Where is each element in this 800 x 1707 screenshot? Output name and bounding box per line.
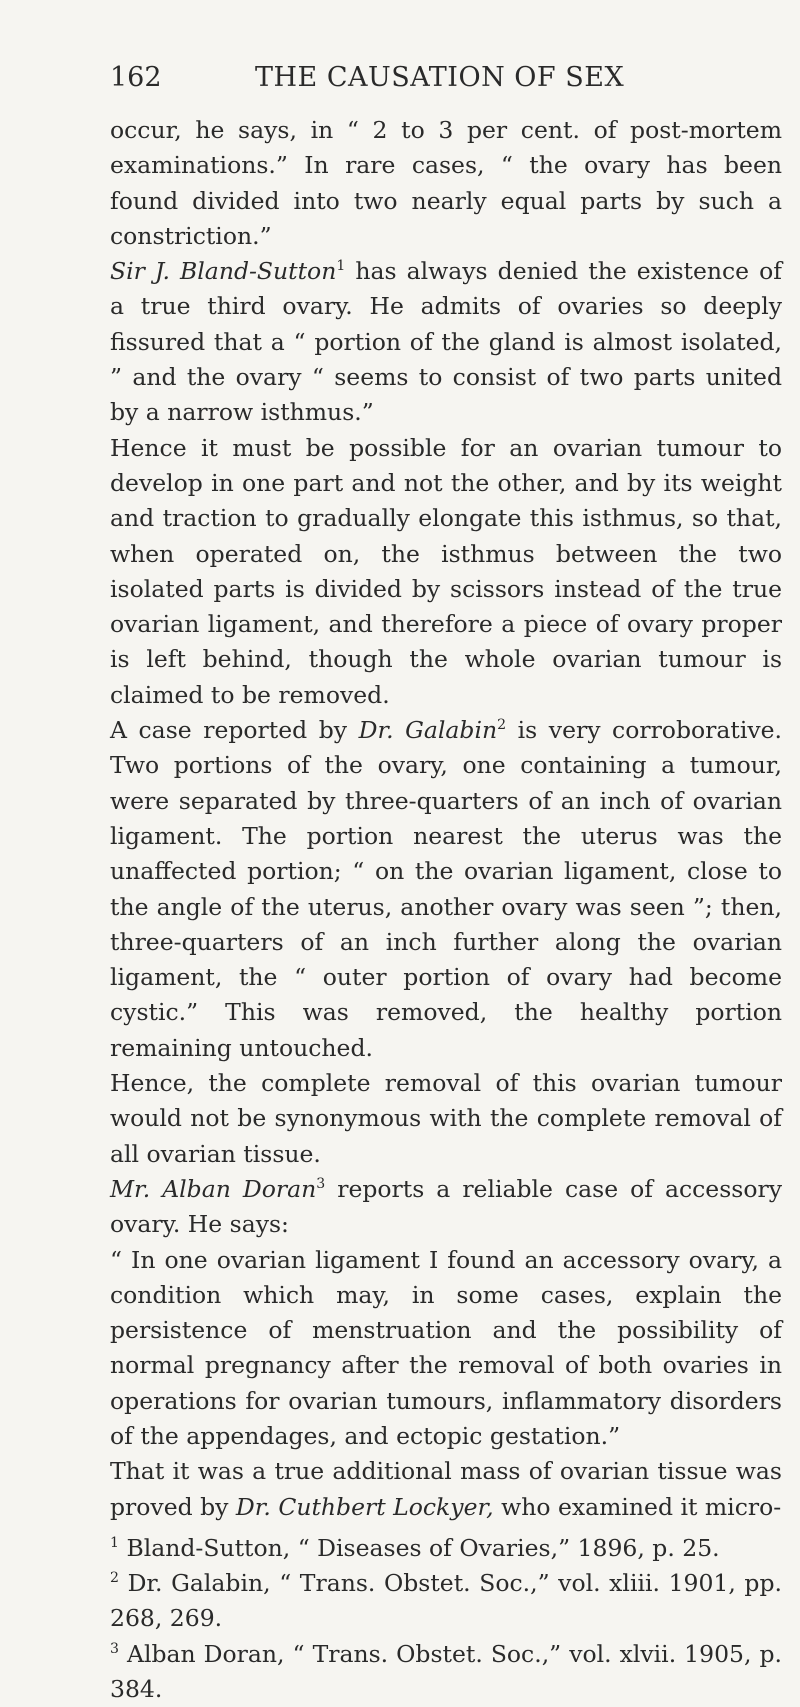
paragraph-5: Hence, the complete removal of this ovarian tumour would not be synonymous with the complete removal of all ovarian tissue. (110, 1069, 782, 1168)
block-quote: “ In one ovarian ligament I found an accessory ovary, a condition which may, in some cases, explain the persistence of menstruation and the possibility of normal pregnancy after the removal of both ovaries in operations for ovarian tumours, inflammatory disorders of the appendages, and ectopic gestation.” (110, 1245, 782, 1450)
footnote-ref-3: 3 (316, 1176, 326, 1193)
footnote-1 (110, 1531, 782, 1566)
footnote-2-number: 2 (110, 1570, 119, 1587)
page-number: 162 (110, 62, 162, 93)
footnotes (110, 1531, 782, 1707)
footnote-3-number: 3 (110, 1640, 119, 1657)
footnote-ref-2: 2 (497, 717, 507, 734)
author-doran: Mr. Alban Doran (110, 1174, 317, 1203)
paragraph-6-text: reports a reliable case of accessory ovary. He says: (110, 1174, 782, 1239)
paragraph-1: occur, he says, in “ 2 to 3 per cent. of post-mortem examinations.” In rare cases, “ the ovary has been found divided into two nearly equal parts by such a constriction.” (110, 116, 782, 250)
paragraph-4-text: is very corroborative. Two portions of the ovary, one containing a tumour, were separated by three-quarters of an inch of ovarian ligament. The portion nearest the uterus was the unaffected portion; “ on the ovarian ligament, close to the angle of the uterus, another ovary was seen ”; then, three-quarters of an inch further along the ovarian ligament, the “ outer portion of ovary had become cystic.” This was removed, the healthy portion remaining untouched. (110, 716, 783, 1062)
paragraph-3: Hence it must be possible for an ovarian tumour to develop in one part and not the other, and by its weight and traction to gradually elongate this isthmus, so that, when operated on, the isthmus between the two isolated parts is divided by scissors instead of the true ovarian ligament, and therefore a piece of ovary proper is left behind, though the whole ovarian tumour is claimed to be removed. (110, 433, 782, 709)
footnote-2 (110, 1566, 782, 1637)
author-bland-sutton: Sir J. Bland-Sutton (110, 257, 337, 286)
author-galabin: Dr. Galabin (358, 716, 498, 745)
footnote-1-number: 1 (110, 1535, 119, 1552)
paragraph-2-text: has always denied the existence of a true third ovary. He admits of ovaries so deeply fissured that a “ portion of the gland is almost isolated, ” and the ovary “ seems to consist of two parts united by a narrow isthmus.” (110, 257, 782, 427)
footnote-3-text: Alban Doran, “ Trans. Obstet. Soc.,” vol. xlvii. 1905, p. 384. (110, 1639, 782, 1704)
author-lockyer: Dr. Cuthbert Lockyer, (235, 1492, 494, 1521)
footnote-2-text: Dr. Galabin, “ Trans. Obstet. Soc.,” vol. xliii. 1901, pp. 268, 269. (110, 1569, 782, 1633)
paragraph-2 (110, 254, 782, 430)
footnote-3 (110, 1637, 782, 1707)
paragraph-7 (110, 1454, 782, 1525)
page-header (110, 62, 700, 102)
paragraph-4 (110, 713, 782, 1066)
footnote-1-text: Bland-Sutton, “ Diseases of Ovaries,” 1896, p. 25. (118, 1533, 720, 1562)
footnote-ref-1: 1 (336, 258, 346, 275)
body-text (110, 113, 782, 1707)
running-head: THE CAUSATION OF SEX (255, 62, 625, 93)
paragraph-7-text: who examined it micro- (493, 1492, 782, 1521)
paragraph-4-lead: A case reported by (110, 716, 359, 745)
paragraph-6 (110, 1172, 782, 1243)
paragraph-7-lead: That it was a true additional mass of ovarian tissue was proved by (110, 1457, 782, 1521)
